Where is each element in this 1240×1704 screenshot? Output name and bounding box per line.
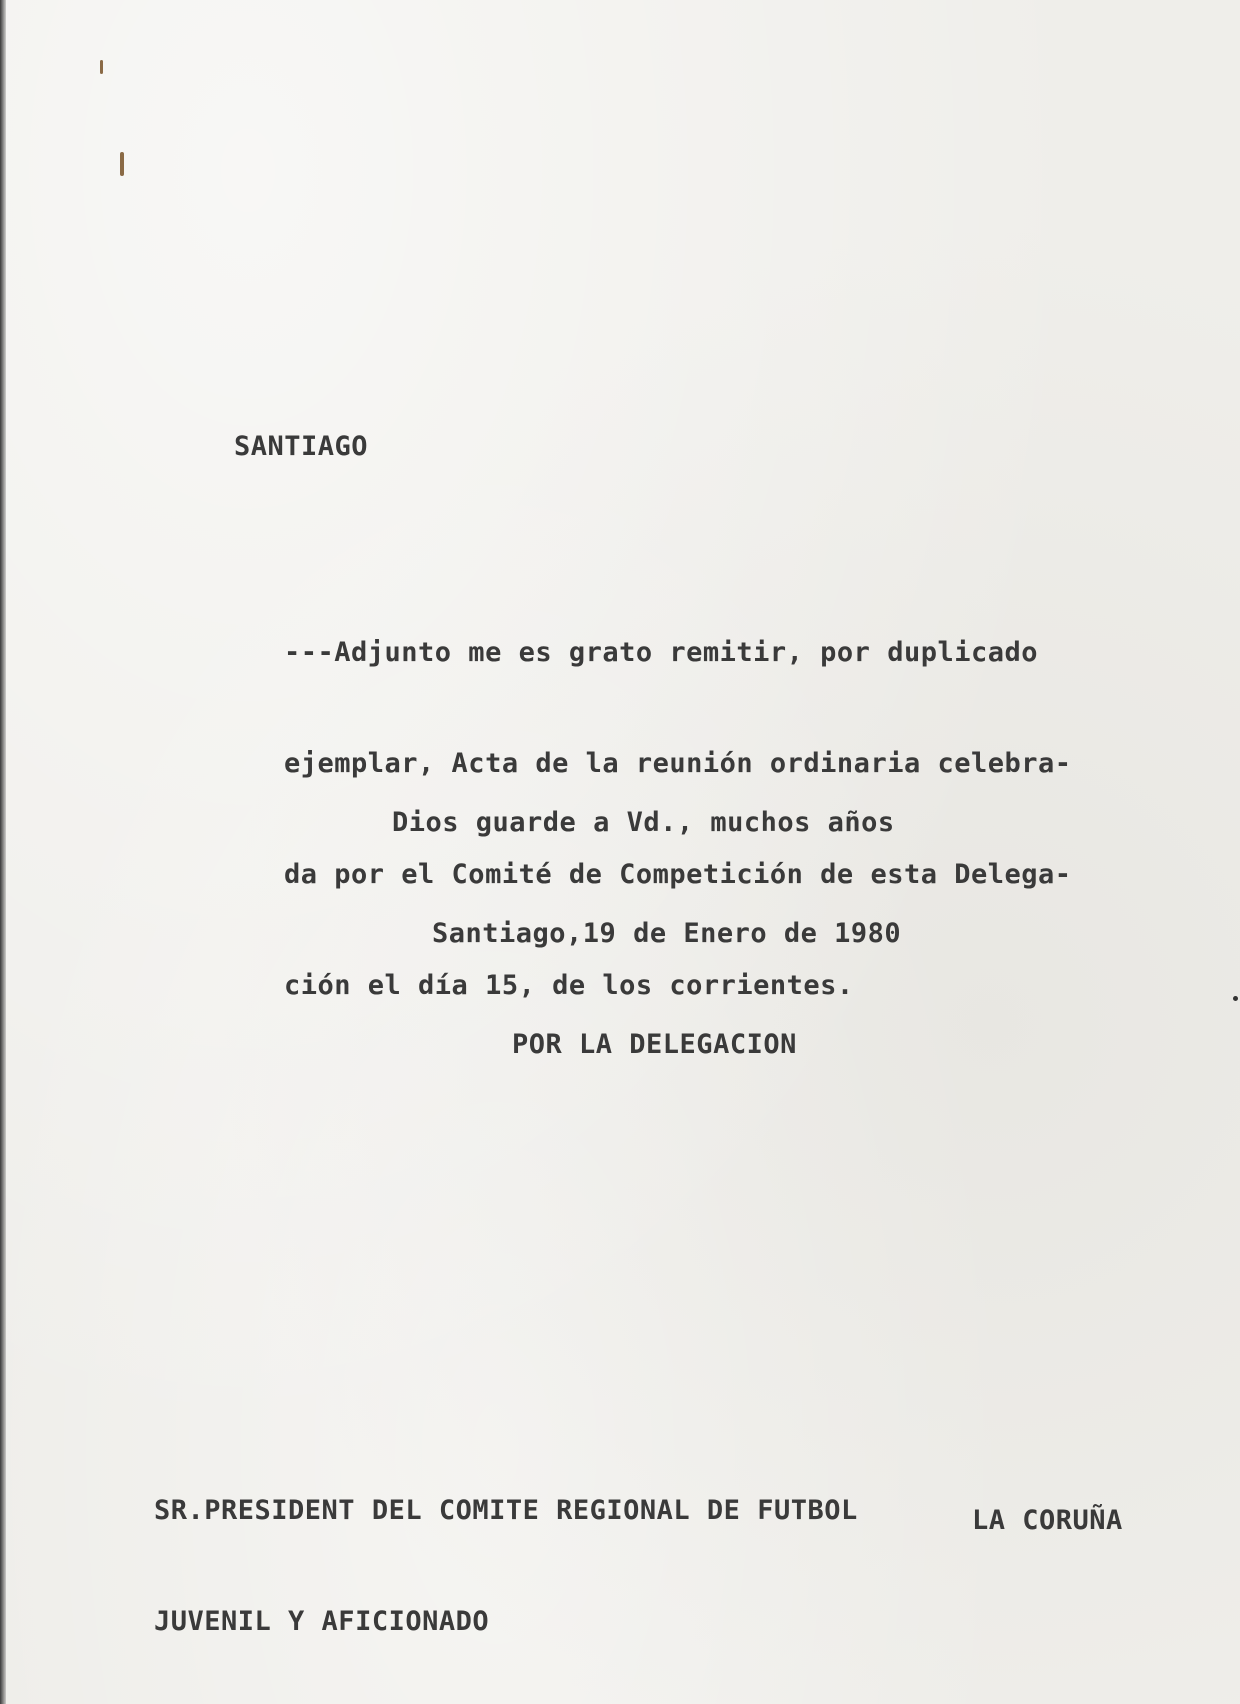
body-line: da por el Comité de Competición de esta Delega- bbox=[284, 859, 1072, 890]
paper-stain bbox=[100, 60, 103, 74]
letter-recipient bbox=[154, 1418, 858, 1704]
body-line: ción el día 15, de los corrientes. bbox=[284, 970, 854, 1001]
letter-city: SANTIAGO bbox=[234, 431, 369, 462]
body-line: ---Adjunto me es grato remitir, por duplicado bbox=[284, 637, 1038, 668]
recipient-line: SR.PRESIDENT DEL COMITE REGIONAL DE FUTBOL bbox=[154, 1495, 858, 1526]
recipient-line: JUVENIL Y AFICIONADO bbox=[154, 1606, 490, 1637]
body-line: ejemplar, Acta de la reunión ordinaria celebra- bbox=[284, 748, 1072, 779]
letter-closing bbox=[392, 730, 901, 1137]
closing-line: Santiago,19 de Enero de 1980 bbox=[432, 918, 902, 949]
paper-stain bbox=[120, 152, 124, 176]
closing-line: POR LA DELEGACION bbox=[512, 1029, 797, 1060]
ink-dot bbox=[1233, 996, 1238, 1001]
closing-line: Dios guarde a Vd., muchos años bbox=[392, 807, 895, 838]
page-edge-shadow bbox=[0, 0, 6, 1704]
letter-destination: LA CORUÑA bbox=[972, 1505, 1123, 1536]
